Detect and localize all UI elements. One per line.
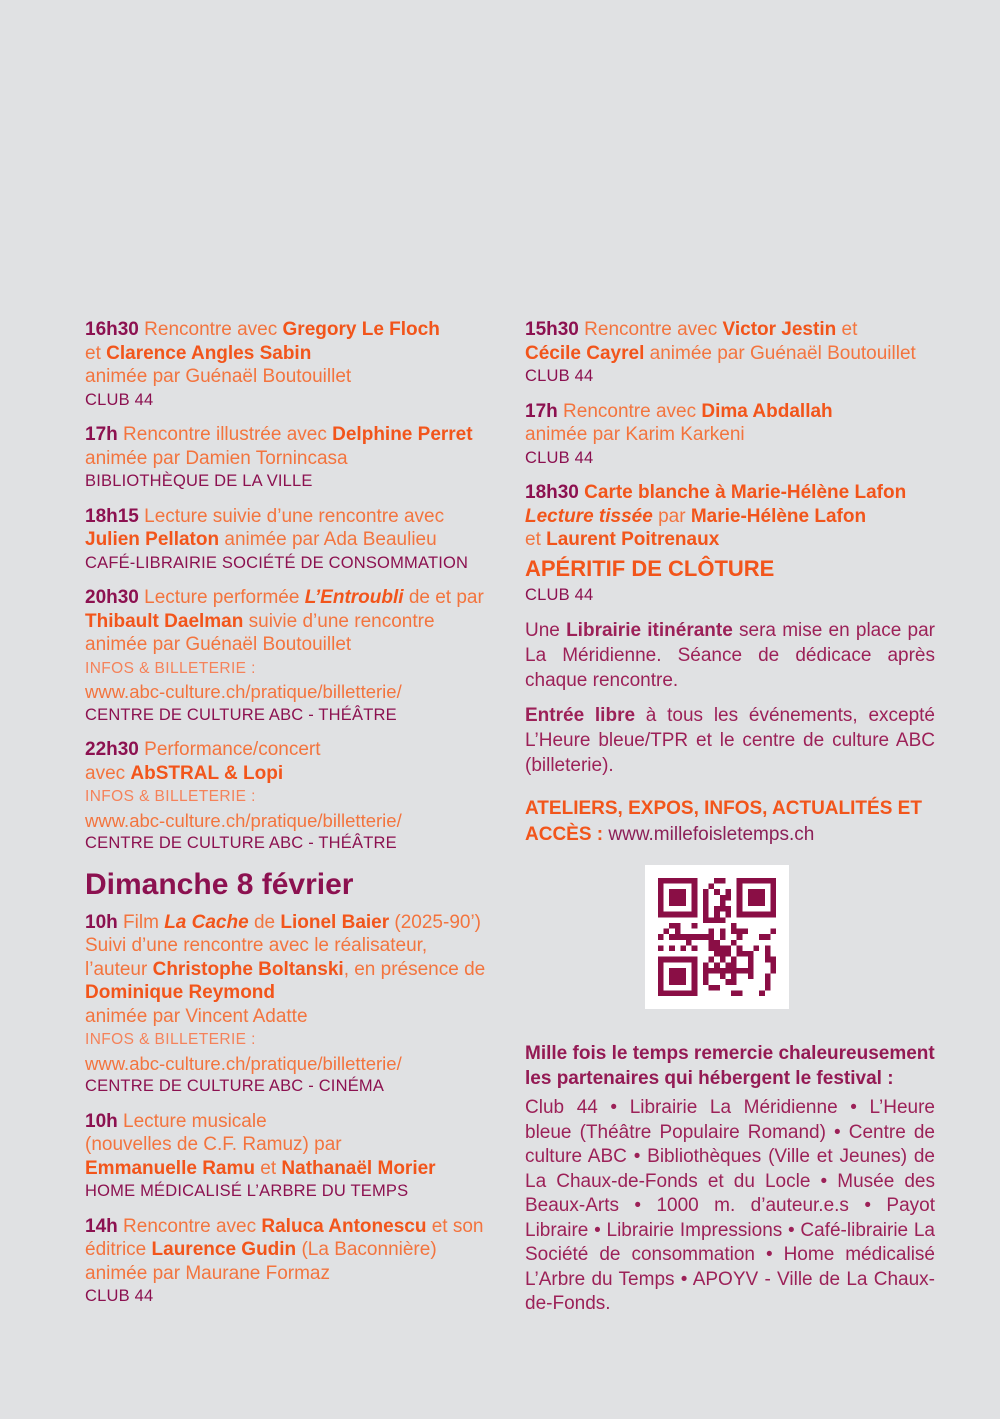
venue-name: BIBLIOTHÈQUE DE LA VILLE	[85, 472, 313, 490]
event-text: animée par Karim Karkeni	[525, 424, 745, 445]
event-line	[85, 958, 500, 982]
person-name: Dominique Reymond	[85, 982, 276, 1003]
event-time: 17h	[525, 400, 558, 422]
event-entry	[85, 318, 500, 412]
venue-name: CLUB 44	[525, 585, 594, 604]
work-title: La Cache	[164, 911, 249, 933]
event-line	[85, 633, 500, 657]
event-line	[85, 1110, 500, 1134]
event-text: par	[652, 505, 691, 527]
event-line	[525, 505, 935, 529]
venue-label	[85, 1075, 500, 1099]
person-name: AbSTRAL & Lopi	[130, 762, 284, 784]
event-entry	[85, 1110, 500, 1204]
event-line	[525, 481, 935, 505]
event-text: Lecture performée	[138, 587, 305, 608]
event-text: animée par Damien Tornincasa	[85, 447, 348, 469]
day-heading: Dimanche 8 février	[85, 867, 354, 901]
event-text: Rencontre illustrée avec	[117, 424, 333, 445]
event-entry	[85, 738, 500, 856]
event-time: 22h30	[85, 739, 139, 760]
note-lead: Librairie itinérante	[566, 620, 733, 641]
event-line	[85, 911, 500, 935]
event-text: Suivi d’une rencontre avec le réalisateur,	[85, 935, 428, 956]
venue-label	[85, 1285, 500, 1309]
event-line	[85, 447, 500, 471]
event-text: suivie d’une rencontre	[243, 610, 435, 632]
event-time: 14h	[85, 1215, 118, 1237]
venue-name: HOME MÉDICALISÉ L’ARBRE DU TEMPS	[85, 1182, 409, 1200]
event-entry	[85, 1215, 500, 1309]
event-time: 15h30	[525, 319, 579, 340]
event-line	[85, 934, 500, 958]
work-title: Lecture tissée	[525, 505, 653, 527]
event-line	[525, 342, 935, 366]
festival-url[interactable]: www.millefoisletemps.ch	[608, 824, 815, 845]
venue-label	[85, 1180, 500, 1204]
person-name: Delphine Perret	[332, 424, 473, 445]
event-text: www.abc-culture.ch/pratique/billetterie/	[85, 681, 402, 702]
note-text: sera mise en place par La Méridienne. Séance de dédicace après chaque rencontre.	[525, 620, 935, 691]
event-entry	[85, 505, 500, 576]
event-entry	[525, 481, 935, 607]
event-time: 17h	[85, 424, 118, 445]
event-line	[525, 318, 935, 342]
venue-name: CLUB 44	[85, 390, 154, 409]
venue-name: CENTRE DE CULTURE ABC - THÉÂTRE	[85, 705, 397, 724]
person-name: Laurent Poitrenaux	[546, 529, 720, 550]
event-text: Lecture suivie d’une rencontre avec	[138, 505, 445, 527]
section-label: ATELIERS, EXPOS, INFOS, ACTUALITÉS ET ACCÈS :	[525, 798, 922, 845]
event-line	[85, 1262, 500, 1286]
event-line	[85, 342, 500, 366]
person-name: Gregory Le Floch	[282, 319, 440, 340]
venue-label	[525, 447, 935, 471]
aperitif-label	[525, 554, 935, 584]
ticketing-url[interactable]	[85, 1052, 500, 1076]
event-line	[525, 423, 935, 447]
event-text: INFOS & BILLETERIE :	[85, 1031, 256, 1048]
event-time: 10h	[85, 1110, 118, 1132]
event-line	[85, 1238, 500, 1262]
infos-billetterie-label	[85, 1028, 500, 1052]
venue-label	[85, 832, 500, 856]
event-text: et	[255, 1157, 282, 1179]
event-text: éditrice	[85, 1239, 152, 1260]
event-text: www.abc-culture.ch/pratique/billetterie/	[85, 809, 402, 831]
event-line	[85, 365, 500, 389]
event-time: 18h30	[525, 482, 579, 503]
event-line	[85, 762, 500, 786]
venue-name: CLUB 44	[525, 448, 594, 467]
event-text: animée par Guénaël Boutouillet	[644, 342, 916, 364]
event-line	[85, 1157, 500, 1181]
event-text: de	[248, 911, 281, 933]
event-text: animée par Ada Beaulieu	[219, 529, 437, 550]
note-text: Une	[525, 620, 567, 641]
person-name: Lionel Baier	[280, 911, 390, 933]
person-name: Laurence Gudin	[151, 1239, 297, 1260]
right-column	[525, 318, 935, 1327]
person-name: Dima Abdallah	[701, 400, 833, 422]
event-text: (nouvelles de C.F. Ramuz) par	[85, 1134, 342, 1155]
venue-name: CENTRE DE CULTURE ABC - THÉÂTRE	[85, 834, 397, 852]
event-text: animée par Guénaël Boutouillet	[85, 366, 352, 387]
ticketing-url[interactable]	[85, 680, 500, 704]
partners-list	[525, 1096, 935, 1317]
event-text: (2025-90’)	[389, 911, 482, 933]
event-text: Performance/concert	[138, 739, 321, 760]
event-text: de et par	[403, 587, 484, 608]
event-text: animée par Maurane Formaz	[85, 1262, 330, 1284]
ticketing-url[interactable]	[85, 809, 500, 833]
event-line	[85, 318, 500, 342]
event-text: Lecture musicale	[117, 1110, 267, 1132]
person-name: Nathanaël Morier	[281, 1157, 436, 1179]
event-line	[85, 738, 500, 762]
event-text: www.abc-culture.ch/pratique/billetterie/	[85, 1052, 402, 1074]
event-text: et	[85, 342, 107, 364]
person-name: Emmanuelle Ramu	[85, 1157, 255, 1179]
infos-billetterie-label	[85, 785, 500, 809]
venue-label	[85, 470, 500, 494]
event-line	[85, 1133, 500, 1157]
person-name: Cécile Cayrel	[525, 342, 645, 364]
event-line	[525, 400, 935, 424]
event-line	[85, 586, 500, 610]
venue-name: CENTRE DE CULTURE ABC - CINÉMA	[85, 1077, 385, 1095]
event-entry	[85, 423, 500, 494]
event-line	[85, 981, 500, 1005]
event-entry	[85, 586, 500, 727]
event-text: avec	[85, 762, 131, 784]
venue-label	[85, 552, 500, 576]
venue-label	[85, 704, 500, 728]
event-text: Rencontre avec	[138, 319, 283, 340]
event-line	[85, 528, 500, 552]
person-name: Marie-Hélène Lafon	[690, 505, 867, 527]
note-text: Club 44 • Librairie La Méridienne • L’Heure bleue (Théâtre Populaire Romand) • Centre de culture ABC • Bibliothèques (Ville et Jeunes) de La Chaux-de-Fonds et du Locle • Musée des Beaux-Arts • 1000 m. d’auteur.e.s • Payot Libraire • Librairie Impressions • Café-librairie La Société de consommation • Home médicalisé L’Arbre du Temps • APOYV - Ville de La Chaux-de-Fonds.	[525, 1097, 935, 1314]
event-time: 16h30	[85, 319, 139, 340]
ateliers-info	[525, 796, 935, 848]
person-name: Victor Jestin	[722, 319, 837, 340]
venue-label	[525, 365, 935, 389]
venue-label	[525, 584, 935, 608]
event-text: INFOS & BILLETERIE :	[85, 788, 256, 805]
partners-heading	[525, 1041, 935, 1091]
event-text: Rencontre avec	[117, 1215, 262, 1237]
event-entry	[525, 318, 935, 389]
event-line	[85, 610, 500, 634]
person-name: APÉRITIF DE CLÔTURE	[525, 555, 775, 581]
note-lead: Mille fois le temps remercie chaleureusement les partenaires qui hébergent le festival :	[525, 1043, 935, 1089]
event-text: animée par Guénaël Boutouillet	[85, 634, 352, 655]
event-text: INFOS & BILLETERIE :	[85, 659, 256, 677]
work-title: L’Entroubli	[304, 587, 404, 608]
person-name: Carte blanche à Marie-Hélène Lafon	[584, 482, 907, 503]
venue-name: CLUB 44	[525, 367, 594, 385]
event-time: 20h30	[85, 587, 139, 608]
left-column	[85, 318, 500, 1320]
person-name: Clarence Angles Sabin	[106, 342, 312, 364]
person-name: Raluca Antonescu	[261, 1215, 427, 1237]
event-entry	[85, 911, 500, 1099]
event-line	[85, 1215, 500, 1239]
event-text: Rencontre avec	[578, 319, 723, 340]
event-text: et	[836, 319, 858, 340]
event-text: et	[525, 529, 547, 550]
person-name: Thibault Daelman	[85, 610, 244, 632]
event-text: Film	[117, 911, 165, 933]
venue-label	[85, 389, 500, 413]
infos-billetterie-label	[85, 657, 500, 681]
qr-code	[645, 865, 789, 1009]
person-name: Julien Pellaton	[85, 529, 220, 550]
event-entry	[525, 400, 935, 471]
event-text: (La Baconnière)	[296, 1239, 437, 1260]
event-line	[85, 423, 500, 447]
event-time: 18h15	[85, 505, 139, 527]
event-text: l’auteur	[85, 958, 153, 980]
note-lead: Entrée libre	[525, 705, 636, 726]
venue-name: CAFÉ-LIBRAIRIE SOCIÉTÉ DE CONSOMMATION	[85, 553, 469, 572]
event-line	[85, 505, 500, 529]
event-line	[525, 528, 935, 552]
librairie-note	[525, 618, 935, 693]
event-text: Rencontre avec	[557, 400, 702, 422]
event-time: 10h	[85, 911, 118, 933]
note-text: à tous les événements, excepté L’Heure bleue/TPR et le centre de culture ABC (billeterie).	[525, 705, 935, 776]
event-text: animée par Vincent Adatte	[85, 1005, 308, 1027]
venue-name: CLUB 44	[85, 1287, 154, 1305]
entree-libre-note	[525, 703, 935, 778]
event-line	[85, 1005, 500, 1029]
person-name: Christophe Boltanski	[152, 958, 344, 980]
event-text: et son	[426, 1215, 484, 1237]
event-text: , en présence de	[343, 958, 486, 980]
